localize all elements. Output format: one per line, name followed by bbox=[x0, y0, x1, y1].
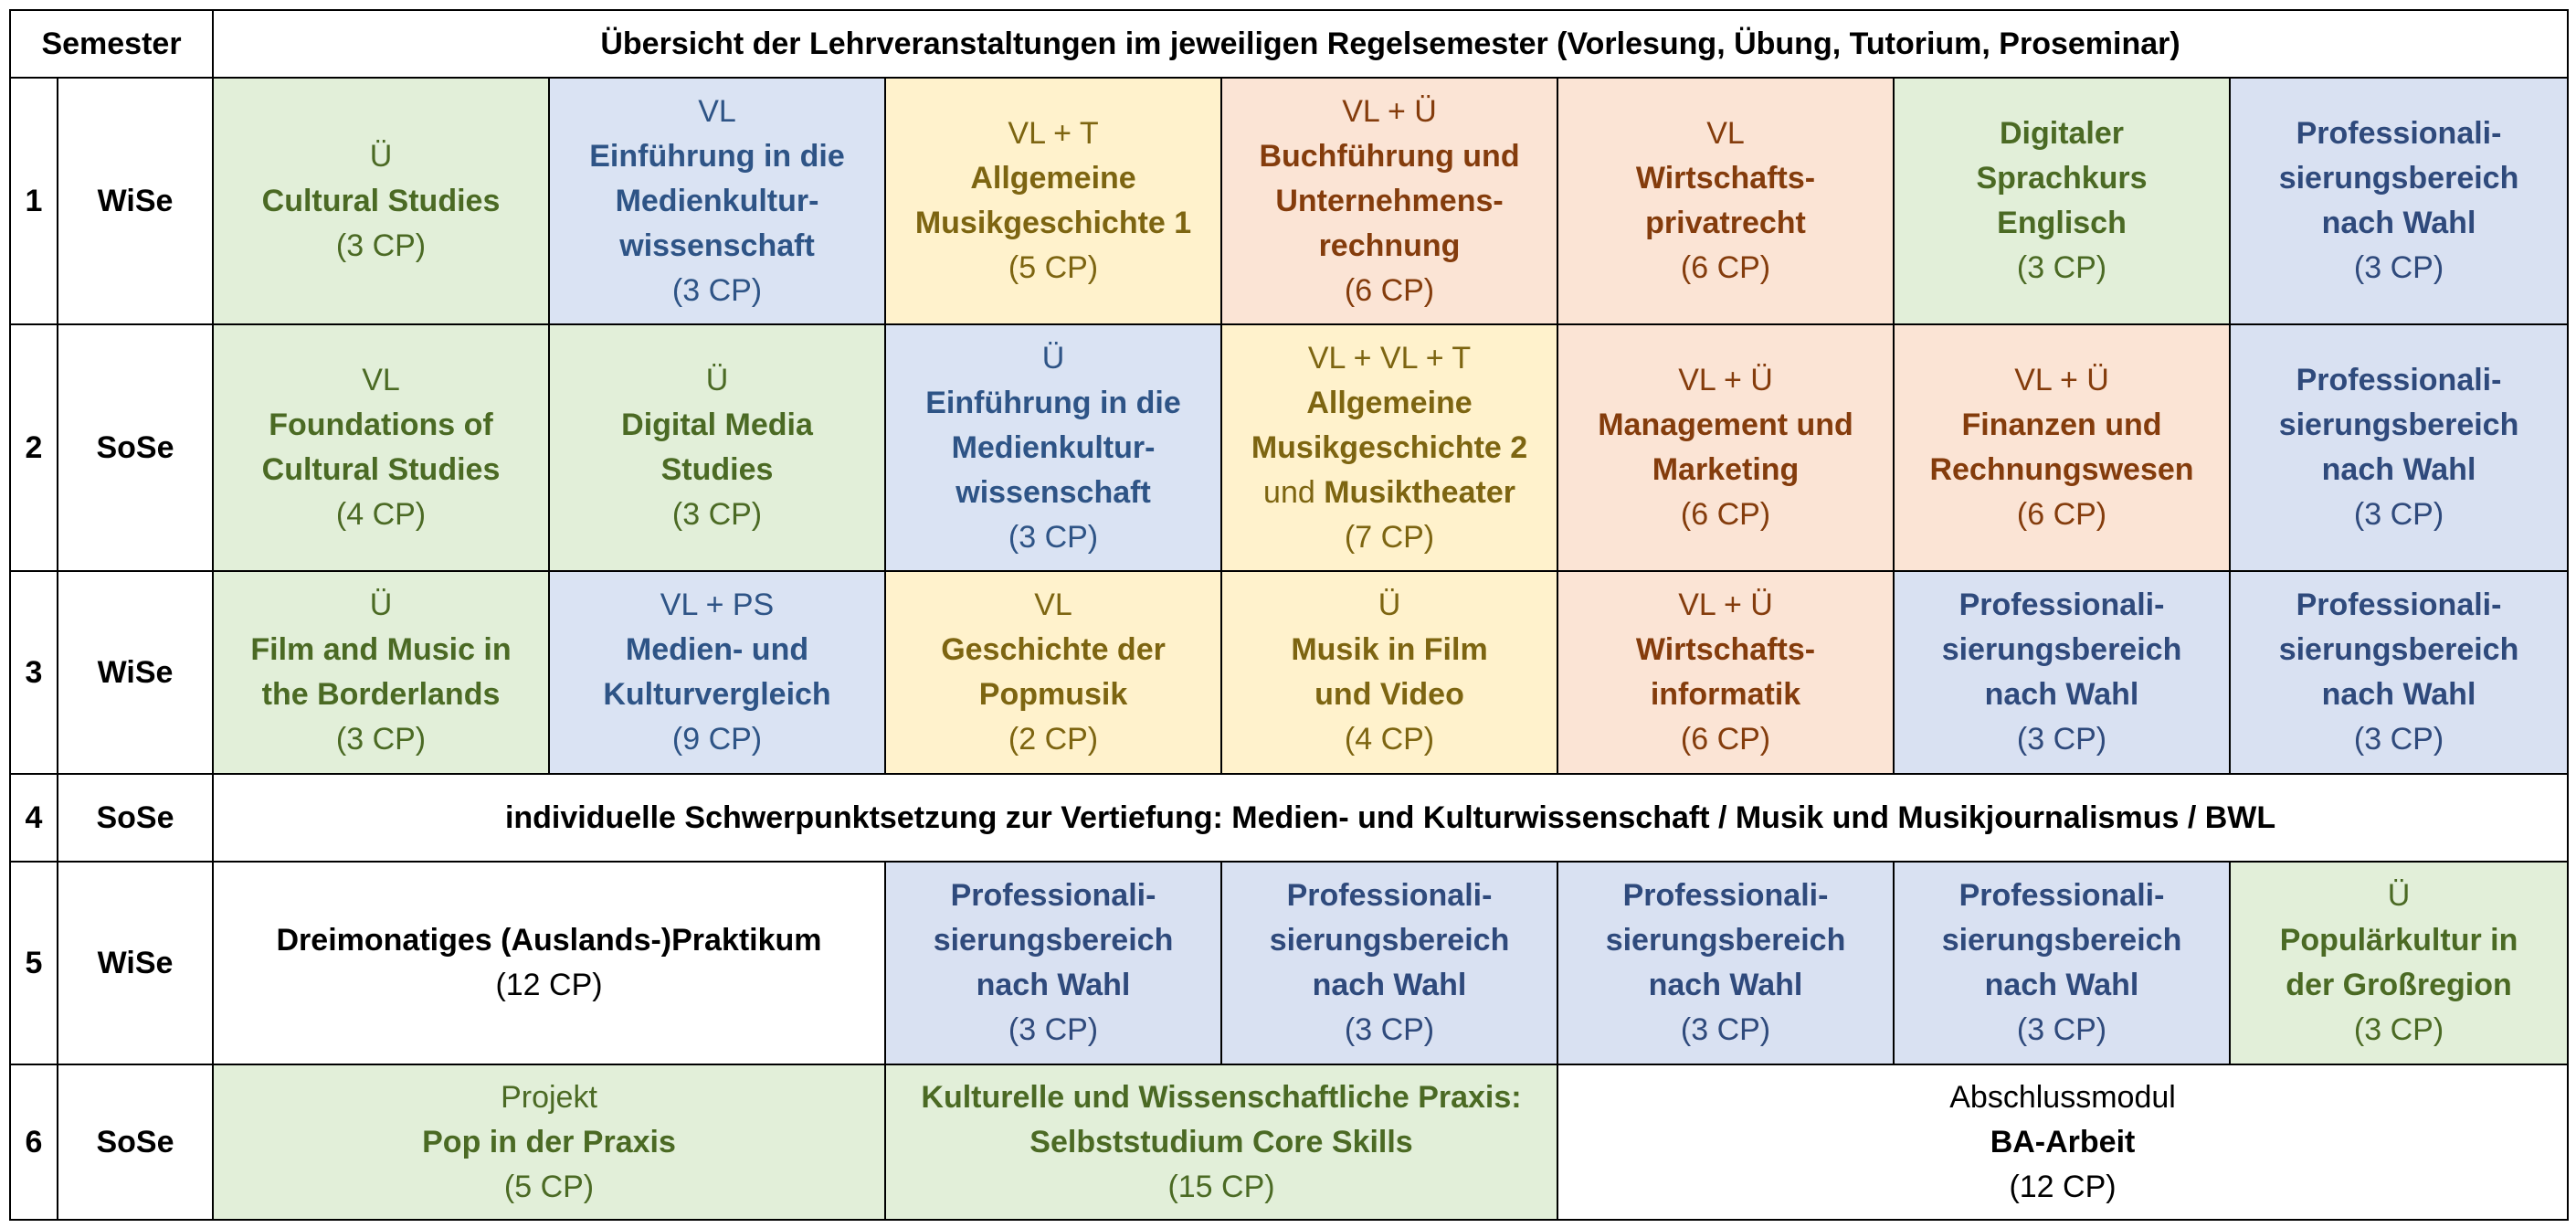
course-credits: (3 CP) bbox=[671, 272, 763, 308]
course-credits: (3 CP) bbox=[335, 722, 427, 757]
conjunction: und bbox=[1263, 474, 1315, 510]
course-management-marketing bbox=[1557, 324, 1894, 571]
course-name-line: Professionali- bbox=[1958, 878, 2165, 913]
course-name-line: Professionali- bbox=[1958, 588, 2165, 622]
semester-number: 3 bbox=[10, 571, 58, 774]
course-type: VL + Ü bbox=[1342, 93, 1437, 129]
course-credits: (3 CP) bbox=[2016, 1012, 2107, 1047]
course-credits: (5 CP) bbox=[1008, 250, 1099, 285]
course-sprachkurs-englisch bbox=[1894, 78, 2230, 324]
course-professionalisierung bbox=[2230, 571, 2568, 774]
course-type: Ü bbox=[705, 363, 729, 397]
course-credits: (3 CP) bbox=[1008, 519, 1099, 555]
course-type: Projekt bbox=[501, 1079, 597, 1115]
course-name-line: nach Wahl bbox=[2321, 206, 2476, 240]
curriculum-table bbox=[9, 9, 2569, 1221]
course-professionalisierung bbox=[1894, 862, 2230, 1064]
course-name-line: wissenschaft bbox=[955, 474, 1151, 510]
course-musikgeschichte-1 bbox=[885, 78, 1221, 324]
course-credits: (6 CP) bbox=[1344, 272, 1435, 308]
course-name-line: Musikgeschichte 1 bbox=[914, 206, 1192, 240]
course-name-line: Kulturelle und Wissenschaftliche Praxis: bbox=[921, 1079, 1522, 1115]
course-name-line: nach Wahl bbox=[1312, 968, 1467, 1002]
course-einfuehrung-medienkultur bbox=[549, 78, 885, 324]
course-name-line: rechnung bbox=[1318, 228, 1461, 263]
course-geschichte-popmusik bbox=[885, 571, 1221, 774]
course-name-line: Allgemeine bbox=[1306, 385, 1473, 420]
specialization-text: individuelle Schwerpunktsetzung zur Vertiefung: Medien- und Kulturwissenschaft / Musik und Musikjournalismus / BWL bbox=[213, 774, 2568, 862]
course-name-line: Medienkultur- bbox=[951, 429, 1156, 465]
course-name-line: Professionali- bbox=[2296, 588, 2502, 622]
course-name: Cultural Studies bbox=[261, 183, 501, 218]
semester-row-4 bbox=[10, 774, 2568, 862]
course-credits: (9 CP) bbox=[671, 722, 763, 757]
course-type: Abschlussmodul bbox=[1949, 1079, 2176, 1115]
course-name-line: Sprachkurs bbox=[1976, 161, 2148, 196]
course-professionalisierung bbox=[1894, 571, 2230, 774]
course-film-and-music bbox=[213, 571, 549, 774]
semester-row-2 bbox=[10, 324, 2568, 571]
course-name-line: Medien- und bbox=[625, 632, 809, 667]
course-type: VL + Ü bbox=[1678, 363, 1773, 397]
course-name-line: Studies bbox=[660, 452, 774, 487]
header-row bbox=[10, 10, 2568, 78]
course-core-skills bbox=[885, 1064, 1557, 1220]
course-name-line: Marketing bbox=[1652, 452, 1800, 487]
course-name-line: Cultural Studies bbox=[261, 452, 501, 487]
course-name-line: nach Wahl bbox=[2321, 677, 2476, 712]
course-type: Ü bbox=[1041, 340, 1065, 376]
course-credits: (4 CP) bbox=[335, 497, 427, 532]
course-name-line: Digitaler bbox=[1999, 116, 2125, 151]
course-name-line: Digital Media bbox=[621, 408, 813, 442]
semester-row-5 bbox=[10, 862, 2568, 1064]
course-name-line: wissenschaft bbox=[619, 228, 815, 263]
course-name-line: sierungsbereich bbox=[1605, 923, 1846, 958]
course-name-line: Professionali- bbox=[950, 878, 1156, 913]
course-name-line: the Borderlands bbox=[261, 677, 501, 712]
course-credits: (3 CP) bbox=[1008, 1012, 1099, 1047]
semester-term: SoSe bbox=[58, 774, 213, 862]
course-name-line: privatrecht bbox=[1645, 206, 1806, 240]
course-name-line: sierungsbereich bbox=[1269, 923, 1510, 958]
overview-header: Übersicht der Lehrveranstaltungen im jeweiligen Regelsemester (Vorlesung, Übung, Tutorium, Proseminar) bbox=[213, 10, 2568, 78]
course-name-line: nach Wahl bbox=[2321, 452, 2476, 487]
course-populaerkultur bbox=[2230, 862, 2568, 1064]
course-name-line: Allgemeine bbox=[970, 161, 1136, 196]
course-type: VL bbox=[362, 363, 400, 397]
course-wirtschaftsprivatrecht bbox=[1557, 78, 1894, 324]
course-name-line: nach Wahl bbox=[1984, 968, 2139, 1002]
course-professionalisierung bbox=[2230, 78, 2568, 324]
course-name-line: Einführung in die bbox=[589, 138, 845, 174]
course-name-line: sierungsbereich bbox=[2278, 161, 2519, 196]
course-type: VL bbox=[698, 93, 736, 129]
course-ba-arbeit bbox=[1557, 1064, 2568, 1220]
course-credits: (12 CP) bbox=[495, 968, 603, 1002]
course-type: Ü bbox=[2387, 878, 2411, 913]
course-name-line: Einführung in die bbox=[925, 385, 1181, 420]
course-medien-kulturvergleich bbox=[549, 571, 885, 774]
course-name-line: Professionali- bbox=[2296, 116, 2502, 151]
course-professionalisierung bbox=[885, 862, 1221, 1064]
semester-number: 6 bbox=[10, 1064, 58, 1220]
course-type: VL bbox=[1706, 116, 1745, 151]
course-cultural-studies bbox=[213, 78, 549, 324]
course-name-line: Wirtschafts- bbox=[1635, 161, 1816, 196]
course-name-line: Foundations of bbox=[269, 408, 493, 442]
course-name-line: Populärkultur in bbox=[2279, 923, 2518, 958]
course-name-line: Geschichte der bbox=[941, 632, 1166, 667]
course-type: Ü bbox=[369, 588, 393, 622]
course-name-line: Musikgeschichte 2 bbox=[1251, 429, 1528, 465]
course-professionalisierung bbox=[1557, 862, 1894, 1064]
course-credits: (4 CP) bbox=[1344, 722, 1435, 757]
course-credits: (3 CP) bbox=[2016, 250, 2107, 285]
course-type: VL + Ü bbox=[2014, 363, 2109, 397]
course-credits: (3 CP) bbox=[2016, 722, 2107, 757]
course-credits: (3 CP) bbox=[1344, 1012, 1435, 1047]
course-digital-media-studies bbox=[549, 324, 885, 571]
course-name-line: sierungsbereich bbox=[933, 923, 1174, 958]
course-credits: (6 CP) bbox=[1680, 722, 1771, 757]
course-musik-film-video bbox=[1221, 571, 1557, 774]
course-name-line: Kulturvergleich bbox=[603, 677, 831, 712]
course-type: VL bbox=[1034, 588, 1072, 622]
course-name: Pop in der Praxis bbox=[422, 1124, 676, 1159]
course-type: Ü bbox=[1378, 588, 1401, 622]
course-name-line: Englisch bbox=[1997, 206, 2127, 240]
course-name-line: Professionali- bbox=[2296, 363, 2502, 397]
course-credits: (3 CP) bbox=[2353, 1012, 2444, 1047]
semester-number: 5 bbox=[10, 862, 58, 1064]
course-type: VL + PS bbox=[660, 588, 775, 622]
semester-number: 4 bbox=[10, 774, 58, 862]
semester-number: 2 bbox=[10, 324, 58, 571]
course-name-line bbox=[1231, 471, 1547, 515]
course-name-line: Film and Music in bbox=[250, 632, 512, 667]
course-credits: (12 CP) bbox=[2009, 1169, 2117, 1204]
course-buchfuehrung bbox=[1221, 78, 1557, 324]
course-name-line: sierungsbereich bbox=[1941, 632, 2182, 667]
course-type: VL + Ü bbox=[1678, 588, 1773, 622]
course-name-line: Professionali- bbox=[1286, 878, 1493, 913]
course-credits: (3 CP) bbox=[2353, 497, 2444, 532]
course-name-line: Management und bbox=[1598, 408, 1853, 442]
course-name-line: Medienkultur- bbox=[615, 183, 819, 218]
course-credits: (3 CP) bbox=[2353, 722, 2444, 757]
course-credits: (15 CP) bbox=[1167, 1169, 1275, 1204]
course-foundations-cultural-studies bbox=[213, 324, 549, 571]
semester-term: WiSe bbox=[58, 862, 213, 1064]
course-credits: (6 CP) bbox=[2016, 497, 2107, 532]
semester-header: Semester bbox=[10, 10, 213, 78]
course-credits: (5 CP) bbox=[503, 1169, 595, 1204]
course-credits: (3 CP) bbox=[671, 497, 763, 532]
semester-term: WiSe bbox=[58, 78, 213, 324]
course-name-line: und Video bbox=[1314, 677, 1464, 712]
course-credits: (3 CP) bbox=[1680, 1012, 1771, 1047]
course-credits: (2 CP) bbox=[1008, 722, 1099, 757]
course-professionalisierung bbox=[1221, 862, 1557, 1064]
course-name-line: nach Wahl bbox=[1984, 677, 2139, 712]
course-name-line: sierungsbereich bbox=[1941, 923, 2182, 958]
course-credits: (6 CP) bbox=[1680, 497, 1771, 532]
course-credits: (3 CP) bbox=[335, 228, 427, 263]
course-praktikum bbox=[213, 862, 885, 1064]
course-einfuehrung-medienkultur-ue bbox=[885, 324, 1221, 571]
course-name: BA-Arbeit bbox=[1990, 1124, 2136, 1159]
course-name-line: Wirtschafts- bbox=[1635, 632, 1816, 667]
course-name-line: nach Wahl bbox=[1648, 968, 1803, 1002]
course-pop-in-der-praxis bbox=[213, 1064, 885, 1220]
semester-term: WiSe bbox=[58, 571, 213, 774]
course-name-line: Unternehmens- bbox=[1275, 183, 1504, 218]
course-name-line: informatik bbox=[1650, 677, 1801, 712]
course-name-line: nach Wahl bbox=[976, 968, 1131, 1002]
course-finanzen-rechnungswesen bbox=[1894, 324, 2230, 571]
course-credits: (3 CP) bbox=[2353, 250, 2444, 285]
course-type: VL + VL + T bbox=[1307, 340, 1472, 376]
semester-term: SoSe bbox=[58, 324, 213, 571]
course-name-line: Rechnungswesen bbox=[1929, 452, 2194, 487]
semester-row-1 bbox=[10, 78, 2568, 324]
semester-number: 1 bbox=[10, 78, 58, 324]
semester-row-6 bbox=[10, 1064, 2568, 1220]
course-name-line: sierungsbereich bbox=[2278, 408, 2519, 442]
course-wirtschaftsinformatik bbox=[1557, 571, 1894, 774]
course-credits: (7 CP) bbox=[1344, 519, 1435, 555]
course-name-line: Professionali- bbox=[1622, 878, 1829, 913]
course-credits: (6 CP) bbox=[1680, 250, 1771, 285]
course-name-line: Popmusik bbox=[978, 677, 1128, 712]
course-name-part: Musiktheater bbox=[1324, 474, 1515, 510]
course-type: Ü bbox=[369, 138, 393, 174]
course-musikgeschichte-2 bbox=[1221, 324, 1557, 571]
course-name-line: Musik in Film bbox=[1291, 632, 1488, 667]
course-name-line: sierungsbereich bbox=[2278, 632, 2519, 667]
semester-row-3 bbox=[10, 571, 2568, 774]
course-name-line: Selbststudium Core Skills bbox=[1029, 1124, 1413, 1159]
course-name-line: der Großregion bbox=[2286, 968, 2512, 1002]
course-professionalisierung bbox=[2230, 324, 2568, 571]
semester-term: SoSe bbox=[58, 1064, 213, 1220]
course-name-line: Buchführung und bbox=[1259, 138, 1520, 174]
course-name: Dreimonatiges (Auslands-)Praktikum bbox=[276, 923, 822, 958]
course-type: VL + T bbox=[1008, 116, 1099, 151]
course-name-line: Finanzen und bbox=[1961, 408, 2162, 442]
